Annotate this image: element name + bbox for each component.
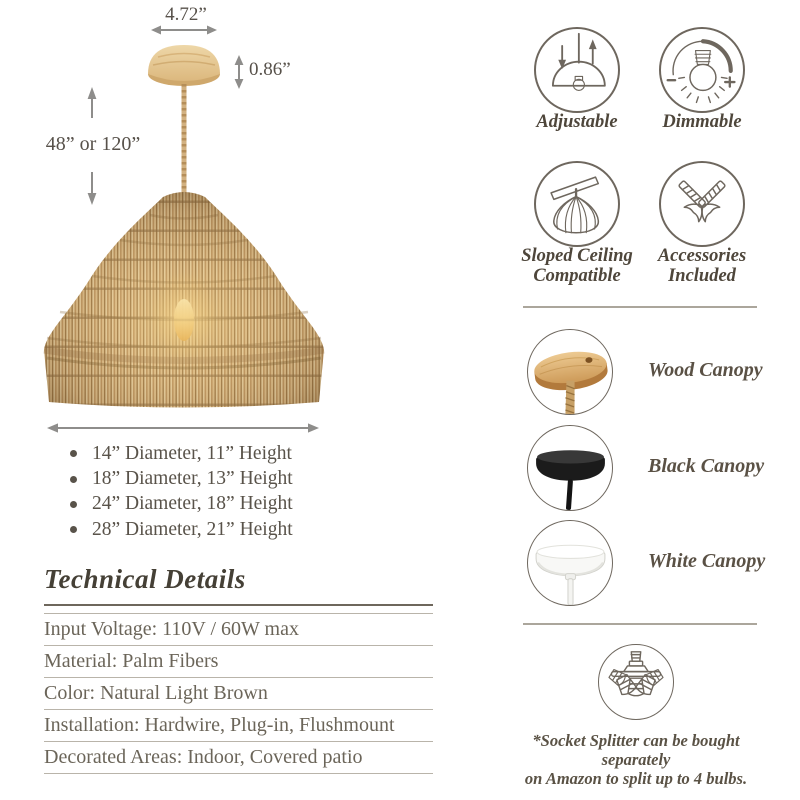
size-option-text: 24” Diameter, 18” Height	[92, 493, 293, 515]
socket-splitter-circle	[598, 644, 674, 720]
table-row: Decorated Areas: Indoor, Covered patio	[44, 742, 433, 774]
table-row: Input Voltage: 110V / 60W max	[44, 613, 433, 646]
size-option	[70, 492, 293, 517]
canopy-height-dimension: 0.86”	[249, 59, 291, 80]
table-row: Installation: Hardwire, Plug-in, Flushmount	[44, 710, 433, 742]
size-option	[70, 466, 293, 491]
note-line: on Amazon to split up to 4 bulbs.	[524, 769, 748, 788]
black-canopy-photo	[527, 425, 613, 511]
socket-splitter-icon	[602, 648, 670, 716]
woven-shade	[44, 192, 324, 408]
canopy-width-dimension: 4.72”	[165, 4, 207, 25]
wood-canopy	[148, 45, 220, 86]
note-line: *Socket Splitter can be bought separately	[532, 731, 740, 769]
bullet-icon	[70, 476, 77, 483]
canopy-height-dimension-arrow	[235, 55, 244, 89]
feature-circle-dimmable	[659, 27, 745, 113]
feature-circle-accessories	[659, 161, 745, 247]
table-row: Material: Palm Fibers	[44, 646, 433, 678]
bullet-icon	[70, 450, 77, 457]
canopy-label: Black Canopy	[648, 455, 765, 477]
adjustable-height-icon	[539, 32, 615, 108]
feature-circle-sloped-ceiling	[534, 161, 620, 247]
bullet-icon	[70, 526, 77, 533]
pendant-lamp-diagram	[0, 0, 480, 440]
bullet-icon	[70, 501, 77, 508]
cord-length-dimension: 48” or 120”	[45, 133, 141, 155]
size-option-text: 18” Diameter, 13” Height	[92, 468, 293, 490]
size-option-text: 28” Diameter, 21” Height	[92, 518, 293, 540]
feature-label: Sloped Ceiling Compatible	[521, 246, 633, 286]
technical-details-table	[44, 613, 433, 774]
feature-label: Accessories Included	[657, 246, 747, 286]
canopy-label: White Canopy	[648, 550, 766, 572]
size-option	[70, 517, 293, 542]
white-canopy-photo	[527, 520, 613, 606]
shade-diameter-dimension-arrow	[47, 423, 319, 432]
section-divider	[523, 623, 757, 625]
table-row: Color: Natural Light Brown	[44, 678, 433, 710]
sloped-ceiling-icon	[539, 166, 615, 242]
technical-details-heading: Technical Details	[44, 564, 246, 594]
socket-splitter-note	[500, 731, 772, 788]
feature-label: Dimmable	[662, 112, 742, 132]
width-dimension-arrow	[151, 26, 217, 35]
dimmable-bulb-icon	[664, 32, 740, 108]
size-option	[70, 441, 293, 466]
accessories-anchors-icon	[664, 166, 740, 242]
size-options-list	[70, 441, 293, 543]
section-divider	[523, 306, 757, 308]
wood-canopy-photo	[527, 329, 613, 415]
feature-label: Adjustable	[536, 112, 618, 132]
canopy-label: Wood Canopy	[648, 359, 763, 381]
heading-underline	[44, 604, 433, 606]
size-option-text: 14” Diameter, 11” Height	[92, 442, 292, 464]
feature-circle-adjustable	[534, 27, 620, 113]
